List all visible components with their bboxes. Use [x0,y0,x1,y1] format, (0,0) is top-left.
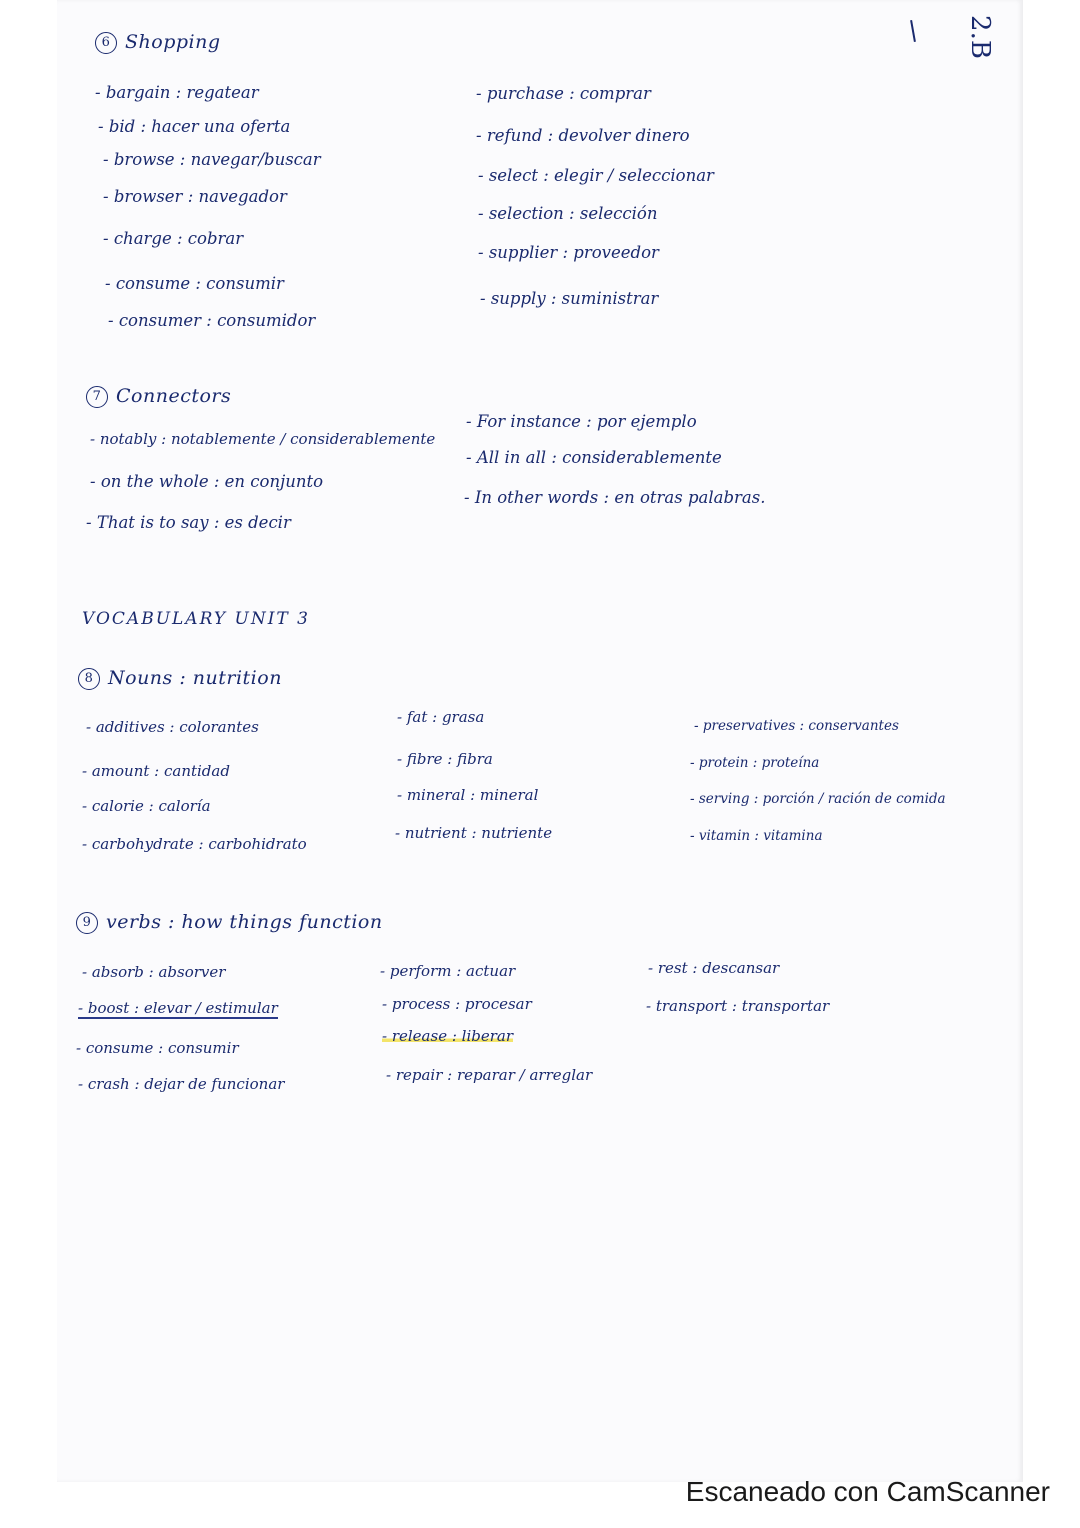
list-item: - repair : reparar / arreglar [386,1066,593,1084]
section-number-marker: 7 [86,386,108,408]
list-item: - purchase : comprar [476,84,651,103]
list-item: - mineral : mineral [397,786,539,804]
section-title: Nouns : nutrition [108,667,282,689]
section-number-marker: 6 [95,32,117,54]
list-item: - For instance : por ejemplo [466,412,697,431]
list-item: - notably : notablemente / considerablemente [90,430,436,448]
list-item: - In other words : en otras palabras. [464,488,766,507]
list-item: - fat : grasa [397,708,485,726]
section-heading-connectors [86,386,231,408]
list-item: - carbohydrate : carbohidrato [82,835,307,853]
list-item: - bargain : regatear [95,83,259,102]
list-item: - vitamin : vitamina [690,828,823,844]
list-item: - protein : proteína [690,755,820,771]
list-item-highlighted: - release : liberar [382,1027,514,1045]
list-item: - nutrient : nutriente [395,824,553,842]
list-item: - additives : colorantes [86,718,259,736]
list-item: - supply : suministrar [480,289,659,308]
list-item: - perform : actuar [380,962,516,980]
list-item-underlined: - boost : elevar / estimular [78,999,278,1017]
list-item: - rest : descansar [648,959,780,977]
section-heading-verbs [76,912,383,934]
section-number-marker: 8 [78,668,100,690]
list-item: - fibre : fibra [397,750,493,768]
list-item: - calorie : caloría [82,797,211,815]
list-item: - refund : devolver dinero [476,126,690,145]
list-item: - supplier : proveedor [478,243,659,262]
list-item: - process : procesar [382,995,532,1013]
page-number: 2.B [964,15,995,59]
list-item: - on the whole : en conjunto [90,472,324,491]
list-item: - That is to say : es decir [86,513,291,532]
list-item: - transport : transportar [646,997,830,1015]
list-item: - browse : navegar/buscar [103,150,321,169]
list-item: - All in all : considerablemente [466,448,722,467]
list-item: - preservatives : conservantes [694,718,899,734]
list-item: - amount : cantidad [82,762,230,780]
list-item: - bid : hacer una oferta [98,117,291,136]
list-item: - consume : consumir [105,274,284,293]
list-item: - selection : selección [478,204,658,223]
list-item: - select : elegir / seleccionar [478,166,714,185]
list-item: - consumer : consumidor [108,311,316,330]
unit-heading: VOCABULARY UNIT 3 [82,609,310,629]
list-item: - charge : cobrar [103,229,244,248]
section-heading-nutrition [78,668,282,690]
scanner-watermark: Escaneado con CamScanner [685,1476,1050,1507]
section-number-marker: 9 [76,912,98,934]
section-title: verbs : how things function [106,911,383,933]
list-item: - serving : porción / ración de comida [690,791,946,807]
list-item: - absorb : absorver [82,963,226,981]
section-title: Connectors [116,385,232,407]
section-title: Shopping [125,31,221,53]
list-item: - consume : consumir [76,1039,239,1057]
section-heading-shopping [95,32,221,54]
list-item: - browser : navegador [103,187,287,206]
list-item: - crash : dejar de funcionar [78,1075,285,1093]
